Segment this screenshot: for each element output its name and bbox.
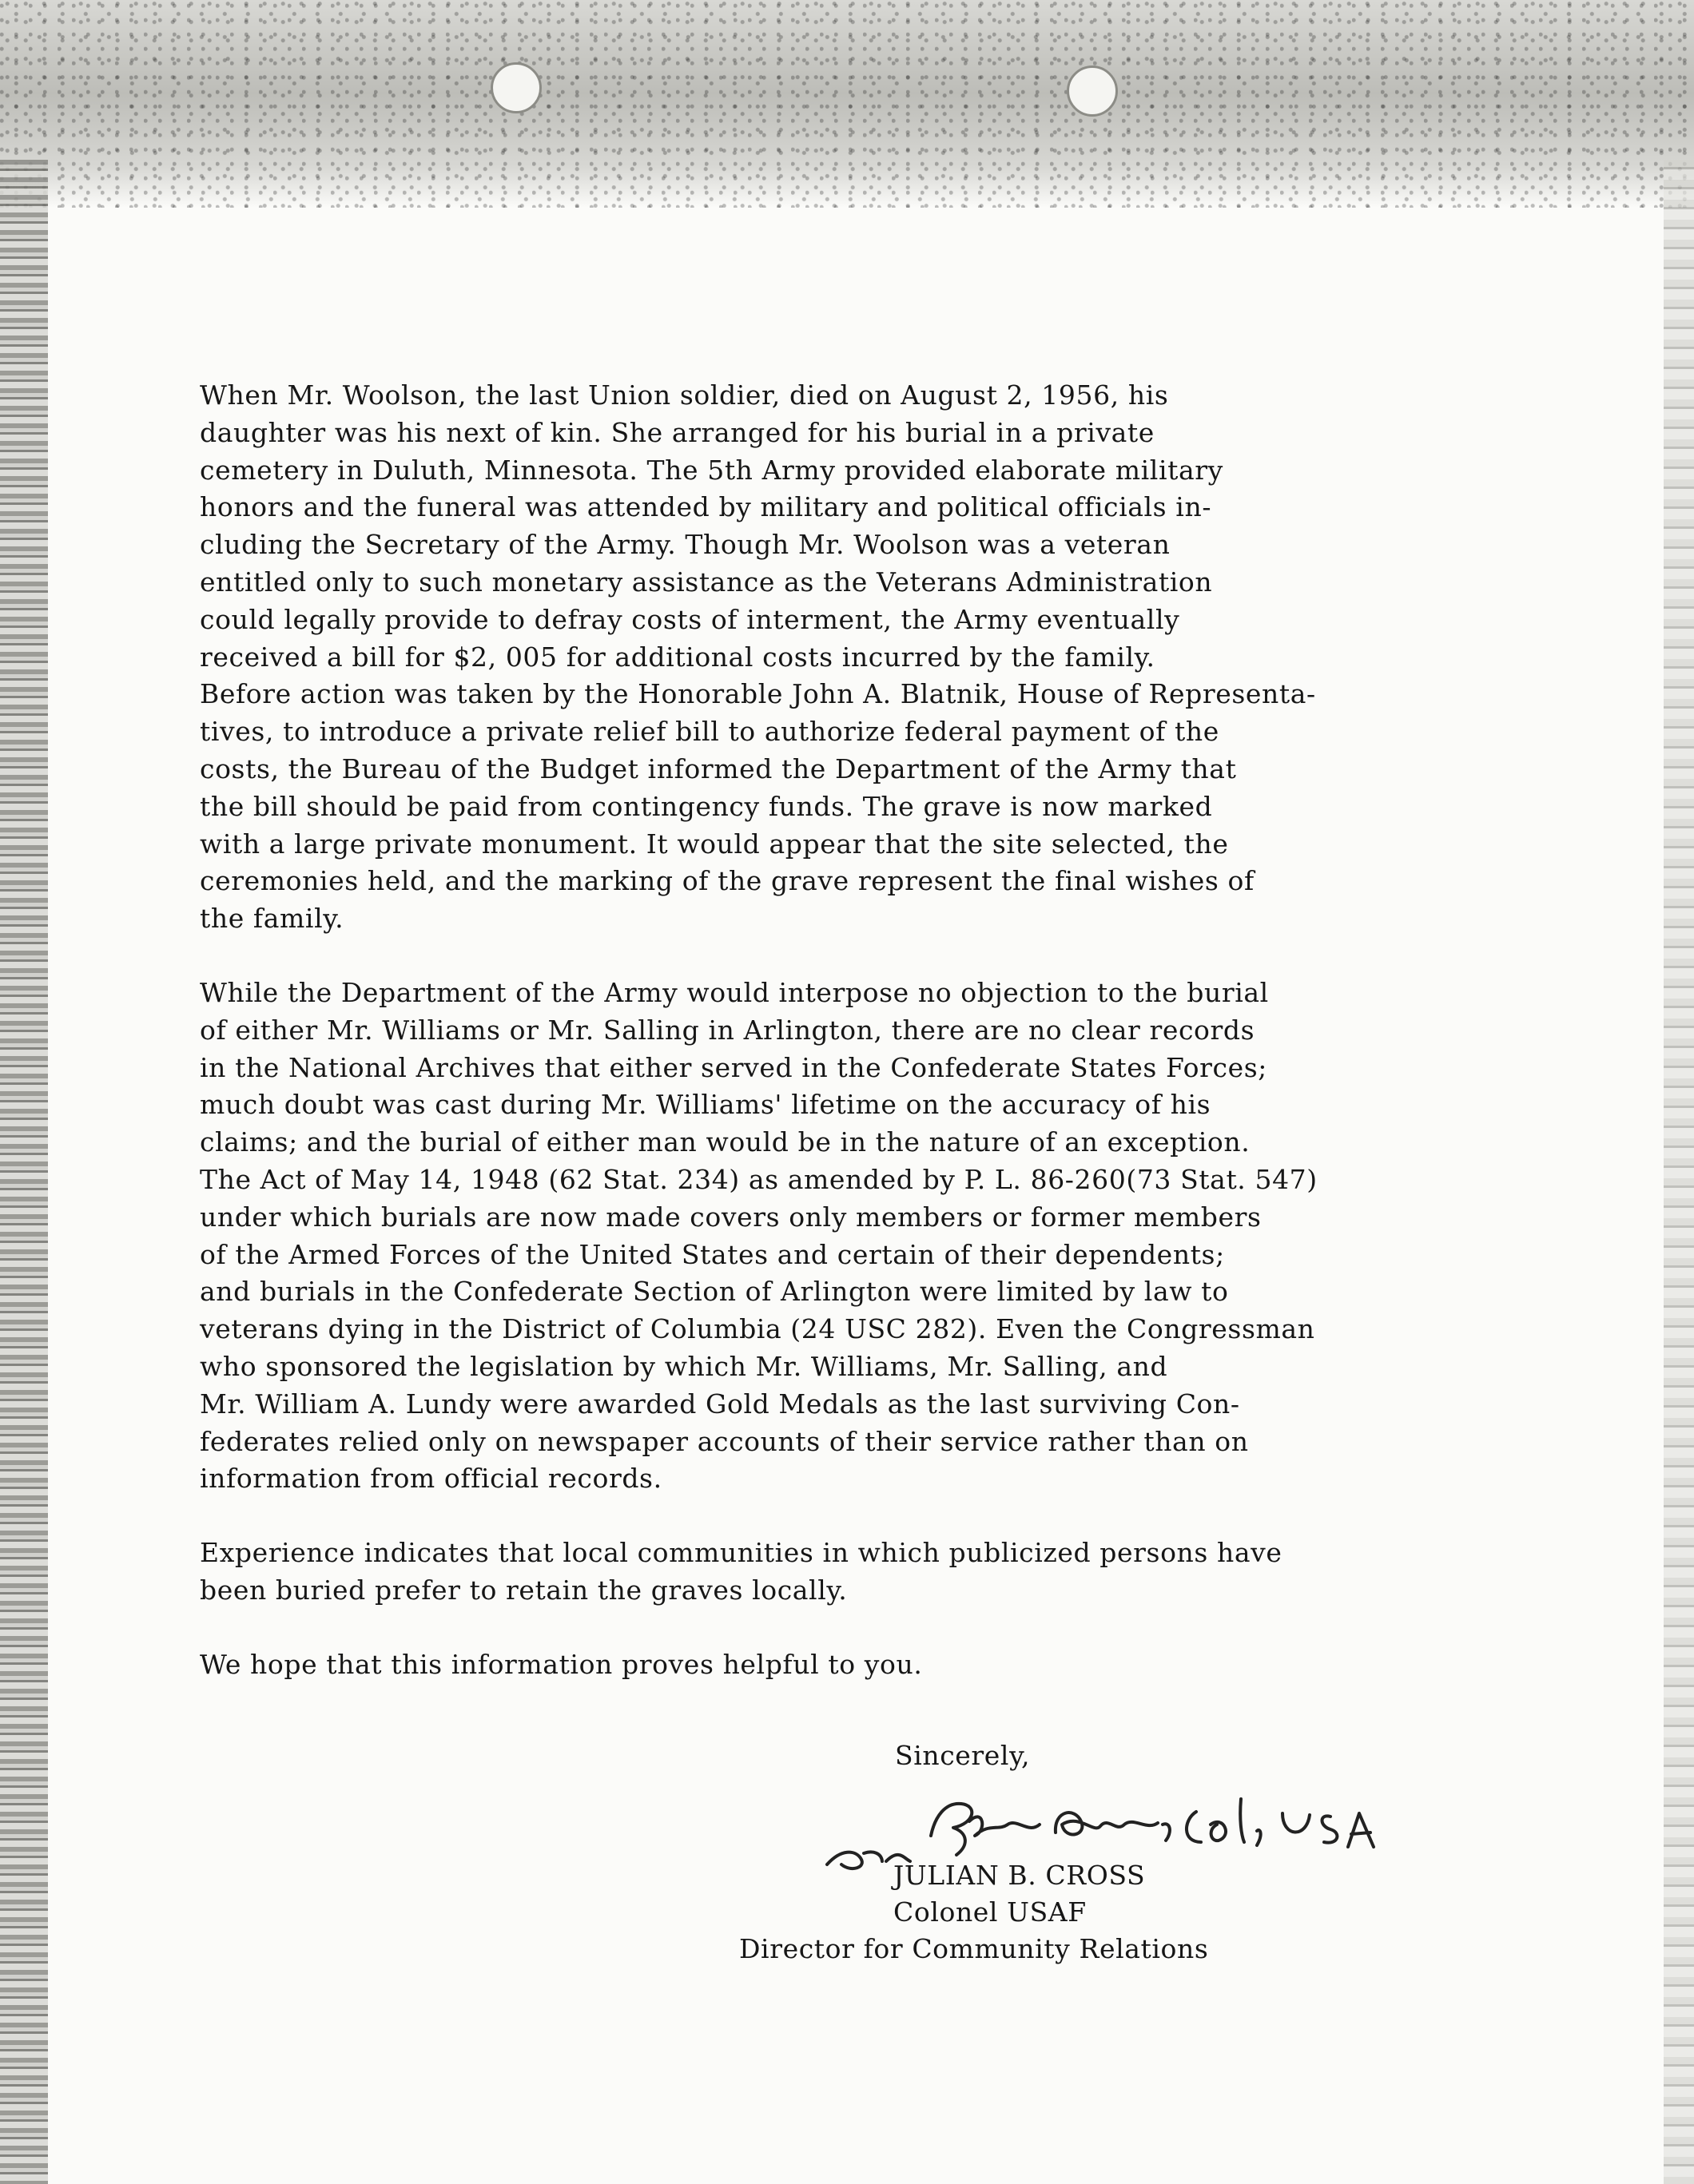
body-line: who sponsored the legislation by which Mr. Williams, Mr. Salling, and [200, 1350, 1168, 1382]
body-line: the family. [200, 903, 344, 935]
paragraph-woolson [200, 377, 1558, 938]
body-line: claims; and the burial of either man would be in the nature of an exception. [200, 1126, 1251, 1158]
signer-name: JULIAN B. CROSS [893, 1860, 1146, 1891]
punch-hole-left [491, 62, 542, 113]
body-line: cemetery in Duluth, Minnesota. The 5th Army provided elaborate military [200, 454, 1223, 486]
body-line: in the National Archives that either served in the Confederate States Forces; [200, 1051, 1267, 1083]
body-line: of either Mr. Williams or Mr. Salling in Arlington, there are no clear records [200, 1014, 1255, 1046]
body-line: tives, to introduce a private relief bill to authorize federal payment of the [200, 716, 1219, 748]
body-line: been buried prefer to retain the graves locally. [200, 1574, 848, 1606]
body-line: Experience indicates that local communities in which publicized persons have [200, 1537, 1282, 1569]
signer-title: Director for Community Relations [739, 1933, 1209, 1964]
body-line: When Mr. Woolson, the last Union soldier, died on August 2, 1956, his [200, 379, 1169, 411]
body-line: much doubt was cast during Mr. Williams' lifetime on the accuracy of his [200, 1089, 1211, 1121]
body-line: We hope that this information proves helpful to you. [200, 1648, 923, 1680]
body-line: information from official records. [200, 1463, 662, 1495]
body-line: Before action was taken by the Honorable John A. Blatnik, House of Representa- [200, 678, 1316, 710]
body-line: received a bill for $2, 005 for additional costs incurred by the family. [200, 641, 1155, 673]
body-line: While the Department of the Army would interpose no objection to the burial [200, 976, 1269, 1008]
paragraph-arlington [200, 975, 1558, 1498]
paragraph-experience [200, 1535, 1558, 1610]
paragraph-helpful [200, 1646, 1558, 1684]
scan-top-edge [0, 0, 1694, 208]
body-line: daughter was his next of kin. She arranged for his burial in a private [200, 416, 1155, 448]
body-line: veterans dying in the District of Columbia (24 USC 282). Even the Congressman [200, 1313, 1315, 1345]
body-line: federates relied only on newspaper accounts of their service rather than on [200, 1425, 1249, 1457]
closing-sincerely: Sincerely, [895, 1740, 1031, 1771]
body-line: cluding the Secretary of the Army. Though Mr. Woolson was a veteran [200, 529, 1171, 561]
body-line: Mr. William A. Lundy were awarded Gold Medals as the last surviving Con- [200, 1388, 1240, 1420]
body-line: of the Armed Forces of the United States and certain of their dependents; [200, 1238, 1225, 1270]
body-line: with a large private monument. It would appear that the site selected, the [200, 828, 1229, 860]
letter-body [200, 377, 1558, 1721]
signer-rank: Colonel USAF [893, 1896, 1087, 1928]
body-line: and burials in the Confederate Section of Arlington were limited by law to [200, 1276, 1229, 1308]
scan-left-edge [0, 160, 48, 2184]
body-line: under which burials are now made covers only members or former members [200, 1201, 1262, 1233]
body-line: ceremonies held, and the marking of the grave represent the final wishes of [200, 865, 1255, 897]
body-line: costs, the Bureau of the Budget informed the Department of the Army that [200, 752, 1237, 784]
body-line: the bill should be paid from contingency funds. The grave is now marked [200, 790, 1213, 822]
body-line: entitled only to such monetary assistance as the Veterans Administration [200, 566, 1213, 598]
punch-hole-right [1067, 66, 1118, 117]
body-line: honors and the funeral was attended by military and political officials in- [200, 491, 1212, 523]
body-line: could legally provide to defray costs of interment, the Army eventually [200, 603, 1180, 635]
body-line: The Act of May 14, 1948 (62 Stat. 234) as amended by P. L. 86-260(73 Stat. 547) [200, 1163, 1318, 1195]
